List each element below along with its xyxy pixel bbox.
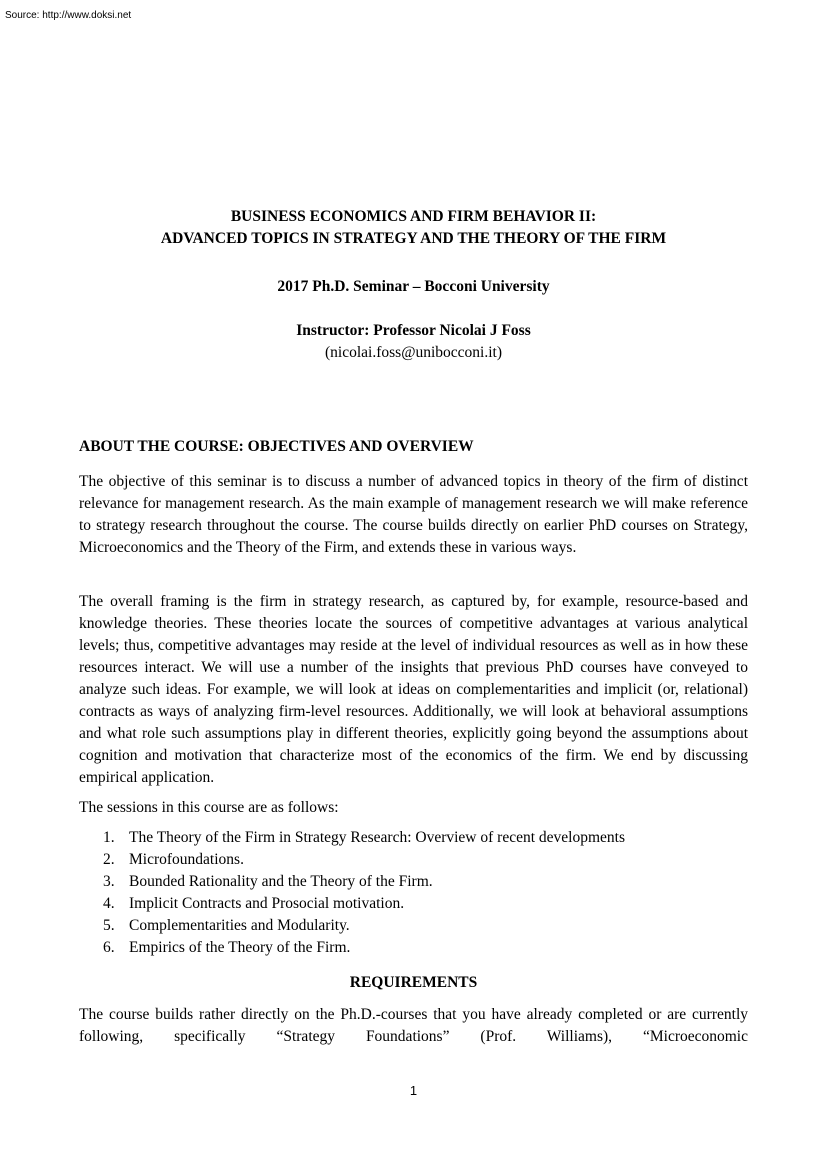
list-item [79,871,748,893]
requirements-heading: REQUIREMENTS [349,974,478,991]
course-title-line-2: ADVANCED TOPICS IN STRATEGY AND THE THEORY OF THE FIRM [160,230,667,247]
source-url: Source: http://www.doksi.net [5,10,132,21]
list-item-number: 1. [103,829,115,846]
list-item-number: 6. [103,939,115,956]
list-item-text: Empirics of the Theory of the Firm. [129,939,351,956]
list-item-text: The Theory of the Firm in Strategy Research: Overview of recent developments [129,829,625,846]
about-heading: ABOUT THE COURSE: OBJECTIVES AND OVERVIEW [79,438,474,455]
instructor-email: (nicolai.foss@unibocconi.it) [325,344,502,361]
list-item-text: Bounded Rationality and the Theory of the Firm. [129,873,433,890]
instructor-name: Instructor: Professor Nicolai J Foss [296,322,531,339]
course-title [79,206,748,250]
list-item [79,827,748,849]
list-item-text: Implicit Contracts and Prosocial motivation. [129,895,405,912]
list-item-number: 3. [103,873,115,890]
about-paragraph-1: The objective of this seminar is to discuss a number of advanced topics in theory of the firm of distinct relevance for management research. As the main example of management research we will make reference to strategy research throughout the course. The course builds directly on earlier PhD courses on Strategy, Microeconomics and the Theory of the Firm, and extends these in various ways. [79,473,748,556]
course-title-line-1: BUSINESS ECONOMICS AND FIRM BEHAVIOR II: [230,208,597,225]
list-item-number: 5. [103,917,115,934]
list-item [79,849,748,871]
list-item-text: Complementarities and Modularity. [129,917,350,934]
sessions-list [79,827,748,959]
list-item-number: 2. [103,851,115,868]
about-paragraph-2: The overall framing is the firm in strategy research, as captured by, for example, resource-based and knowledge theories. These theories locate the sources of competitive advantages at various analytical levels; thus, competitive advantages may reside at the level of individual resources as well as in how these resources interact. We will use a number of the insights that previous PhD courses have conveyed to analyze such ideas. For example, we will look at ideas on complementarities and implicit (or, relational) contracts as ways of analyzing firm-level resources. Additionally, we will look at behavioral assumptions and what role such assumptions play in different theories, explicitly going beyond the assumptions about cognition and motivation that characterize most of the economics of the firm. We end by discussing empirical application. [79,593,748,786]
list-item-text: Microfoundations. [129,851,244,868]
sessions-intro: The sessions in this course are as follows: [79,799,339,816]
seminar-info: 2017 Ph.D. Seminar – Bocconi University [277,278,550,295]
page-number: 1 [409,1083,418,1098]
list-item [79,937,748,959]
list-item-number: 4. [103,895,115,912]
requirements-paragraph: The course builds rather directly on the Ph.D.-courses that you have already completed or are currently following, specifically “Strategy Foundations” (Prof. Williams), “Microeconomic [79,1006,748,1045]
list-item [79,915,748,937]
list-item [79,893,748,915]
